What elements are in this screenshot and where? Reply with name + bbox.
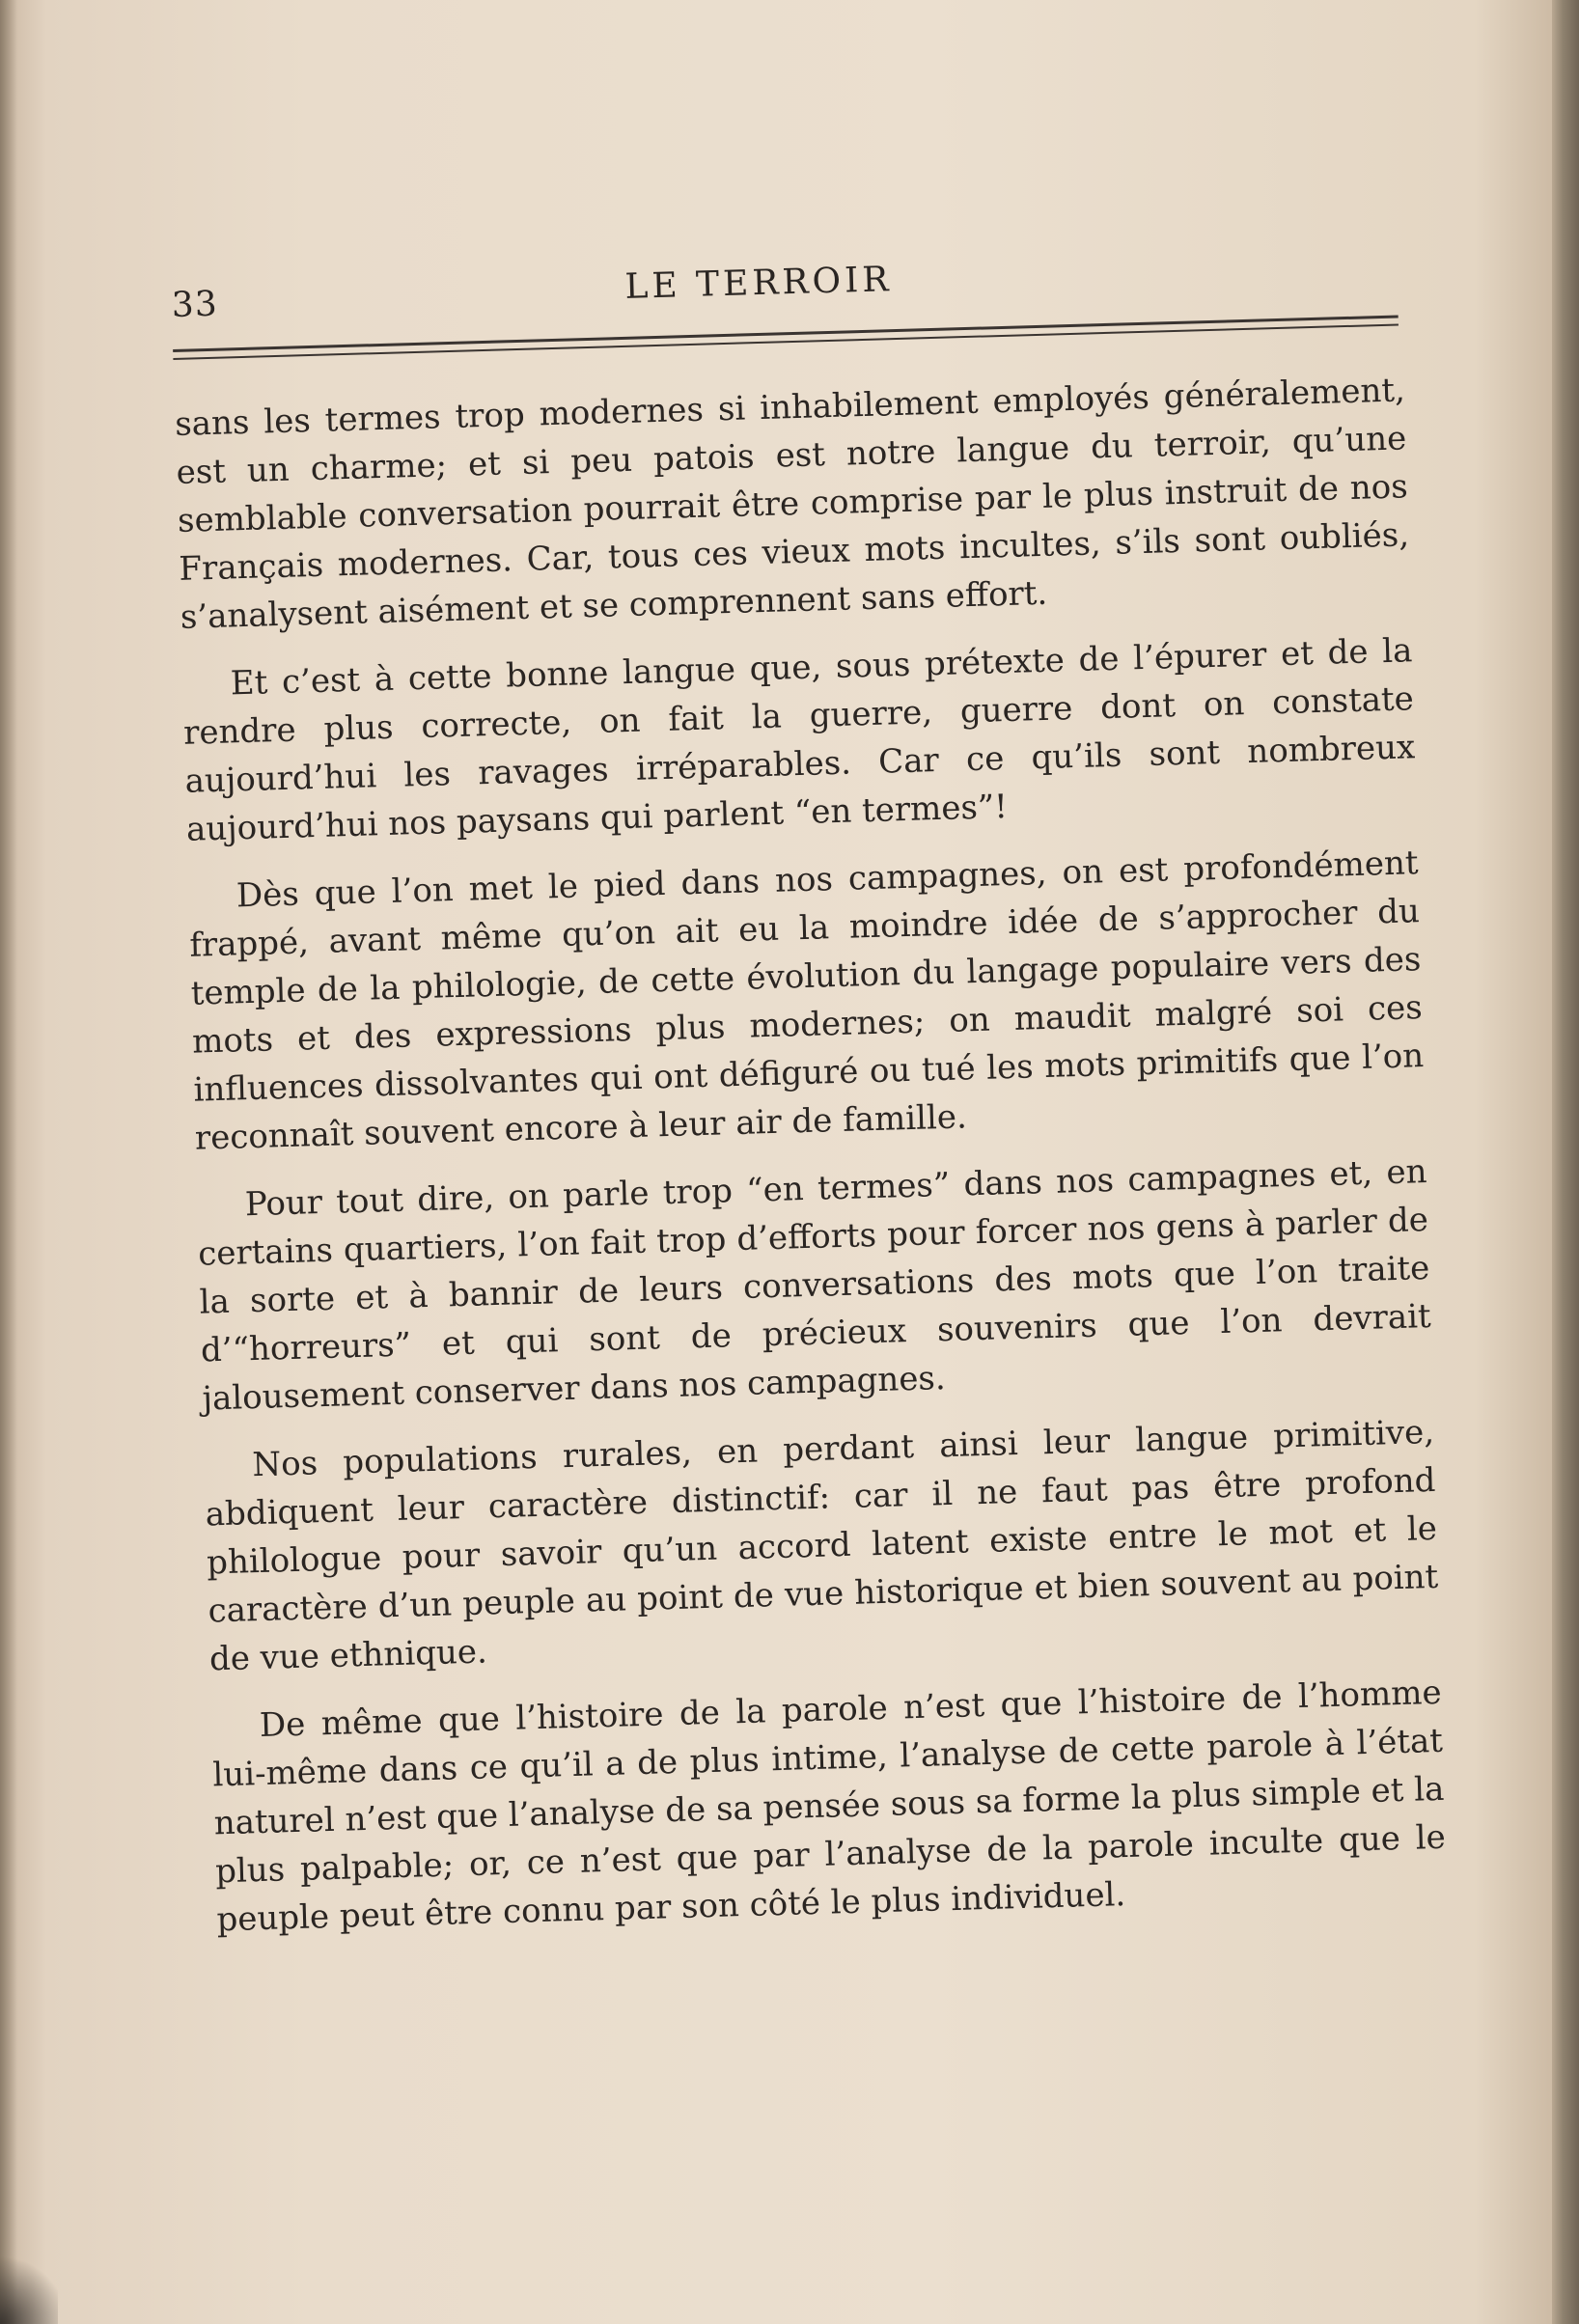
spine-shadow [0, 0, 17, 2324]
paragraph: Et c’est à cette bonne langue que, sous prétexte de l’épurer et de la rendre plus correcte, on fait la guerre, guerre dont on constate aujourd’hui les ravages irréparables. Car ce qu’ils sont nombreux aujourd’hui nos paysans qui parlent “en termes”! [182, 631, 1416, 849]
paragraph: Nos populations rurales, en perdant ainsi leur langue primitive, abdiquent leur caractère distinctif: car il ne faut pas être profond philologue pour savoir qu’un accord latent existe entre le mot et le caractère d’un peuple au point de vue historique et bien souvent au point de vue ethnique. [205, 1412, 1439, 1679]
paragraph: Pour tout dire, on parle trop “en termes” dans nos campagnes et, en certains quartiers, l’on fait trop d’efforts pour forcer nos gens à parler de la sorte et à bannir de leurs conversations des mots que l’on traite d’“horreurs” et qui sont de précieux souvenirs que l’on devrait jalousement conserver dans nos campagnes. [197, 1152, 1432, 1419]
page-content [170, 207, 1479, 2191]
body-text [175, 366, 1449, 1963]
journal-title: LE TERROIR [623, 260, 893, 307]
page-number: 33 [171, 284, 219, 325]
paragraph: sans les termes trop modernes si inhabilement employés généralement, est un charme; et si peu patois est notre langue du terroir, qu’une semblable conversation pourrait être comprise par le plus instruit de nos Français modernes. Car, tous ces vieux mots incultes, s’ils sont oubliés, s’analysent aisément et se comprennent sans effort. [174, 371, 1410, 637]
corner-shadow [0, 2247, 58, 2324]
header-rule-thin [173, 323, 1399, 359]
paragraph: Dès que l’on met le pied dans nos campagnes, on est profondément frappé, avant même qu’on ait eu la moindre idée de s’approcher du temple de la philologie, de cette évolution du langage populaire vers des mots et des expressions plus modernes; on maudit malgré soi ces influences dissolvantes qui ont défiguré ou tué les mots primitifs que l’on reconnaît souvent encore à leur air de famille. [188, 844, 1425, 1158]
page-edge [1552, 0, 1579, 2324]
paragraph: De même que l’histoire de la parole n’est que l’histoire de l’homme lui-même dans ce qu’il a de plus intime, l’analyse de cette parole à l’état naturel n’est que l’analyse de sa pensée sous sa forme la plus simple et la plus palpable; or, ce n’est que par l’analyse de la parole inculte que le peuple peut être connu par son côté le plus individuel. [211, 1673, 1447, 1940]
